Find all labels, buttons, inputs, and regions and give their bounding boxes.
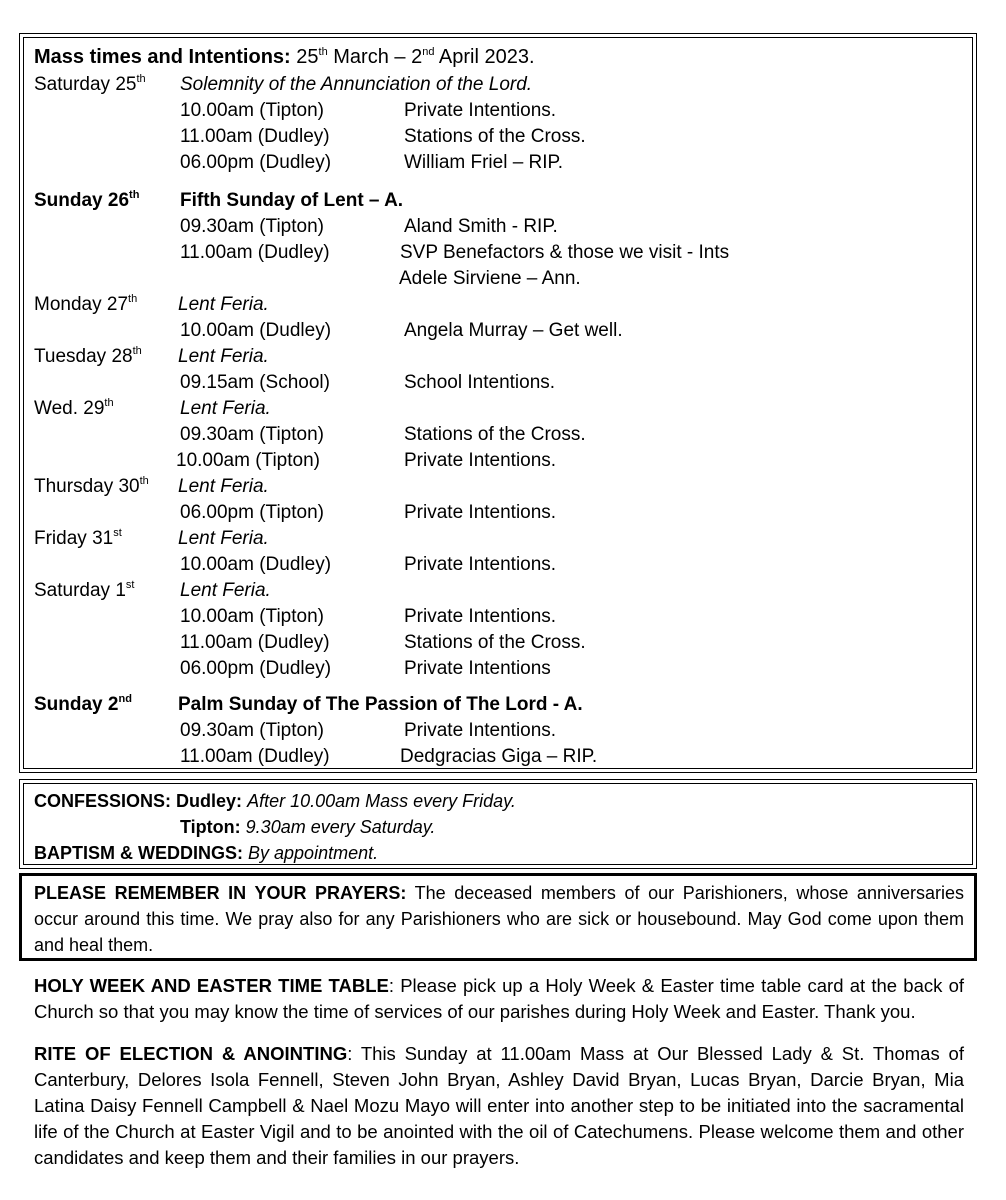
tipton-confession-time: 9.30am every Saturday.	[245, 817, 436, 837]
dudley-confession-time: After 10.00am Mass every Friday.	[247, 791, 516, 811]
feast-title: Fifth Sunday of Lent – A.	[180, 190, 404, 211]
mass-intention: Private Intentions.	[404, 450, 557, 471]
feast-title: Palm Sunday of The Passion of The Lord - A.	[178, 694, 583, 715]
mass-time: 09.30am (Tipton)	[180, 424, 324, 445]
mass-time: 11.00am (Dudley)	[180, 746, 330, 767]
mass-date-start-suffix: th	[318, 46, 328, 58]
holy-week-text: : Please pick up a Holy Week & Easter time table card at the back of Church so that you may know the time of services of our parishes during Holy Week and Easter. Thank you.	[34, 975, 965, 1022]
mass-intention: Dedgracias Giga – RIP.	[400, 746, 598, 767]
day-label: Sunday 26th	[34, 189, 140, 211]
mass-time: 10.00am (Tipton)	[180, 606, 324, 627]
mass-intention: Aland Smith - RIP.	[404, 216, 558, 237]
day-label: Saturday 1st	[34, 579, 135, 601]
mass-date-end: April 2023.	[434, 46, 535, 68]
mass-heading	[34, 46, 535, 68]
feast-title: Lent Feria.	[180, 398, 271, 419]
mass-time: 11.00am (Dudley)	[180, 126, 330, 147]
tipton-label: Tipton:	[180, 817, 241, 837]
mass-heading-label: Mass times and Intentions:	[34, 46, 291, 68]
baptism-label: BAPTISM & WEDDINGS:	[34, 843, 243, 863]
mass-time: 09.30am (Tipton)	[180, 216, 324, 237]
day-label: Saturday 25th	[34, 73, 146, 95]
mass-time: 06.00pm (Tipton)	[180, 502, 324, 523]
mass-intention: Private Intentions.	[404, 100, 557, 121]
mass-time: 09.15am (School)	[180, 372, 330, 393]
mass-intention: Private Intentions	[404, 658, 551, 679]
tipton-confessions-line	[180, 816, 435, 838]
feast-title: Lent Feria.	[180, 580, 271, 601]
mass-time: 09.30am (Tipton)	[180, 720, 324, 741]
confessions-line	[34, 790, 516, 812]
day-label: Sunday 2nd	[34, 693, 132, 715]
mass-date-mid: March – 2	[327, 46, 423, 68]
mass-intention: Adele Sirviene – Ann.	[399, 268, 581, 289]
mass-time: 11.00am (Dudley)	[180, 632, 330, 653]
day-label: Friday 31st	[34, 527, 122, 549]
mass-intention: Private Intentions.	[404, 502, 557, 523]
mass-intention: Stations of the Cross.	[404, 126, 586, 147]
rite-paragraph	[34, 1041, 964, 1171]
mass-time: 10.00am (Tipton)	[180, 100, 324, 121]
mass-intention: SVP Benefactors & those we visit - Ints	[400, 242, 730, 263]
feast-title: Lent Feria.	[178, 294, 269, 315]
mass-time: 10.00am (Dudley)	[180, 320, 332, 341]
confessions-label: CONFESSIONS:	[34, 791, 172, 811]
mass-intention: Private Intentions.	[404, 720, 557, 741]
mass-date-start: 25	[296, 46, 319, 68]
mass-intention: William Friel – RIP.	[404, 152, 564, 173]
prayers-text: The deceased members of our Parishioners, whose anniversaries occur around this time. We pray also for any Parishioners who are sick or housebound. May God come upon them and heal them.	[34, 883, 964, 955]
rite-label: RITE OF ELECTION & ANOINTING	[34, 1043, 348, 1064]
mass-time: 10.00am (Tipton)	[176, 450, 320, 471]
baptism-text: By appointment.	[248, 843, 379, 863]
mass-intention: Private Intentions.	[404, 606, 557, 627]
mass-time: 06.00pm (Dudley)	[180, 658, 332, 679]
holy-week-paragraph	[34, 973, 964, 1025]
day-label: Thursday 30th	[34, 475, 149, 497]
dudley-label: Dudley:	[176, 791, 243, 811]
mass-intention: Stations of the Cross.	[404, 424, 586, 445]
feast-title: Lent Feria.	[178, 346, 269, 367]
mass-intention: Angela Murray – Get well.	[404, 320, 623, 341]
mass-time: 11.00am (Dudley)	[180, 242, 330, 263]
prayers-paragraph	[34, 880, 964, 958]
baptism-line	[34, 842, 378, 864]
day-label: Wed. 29th	[34, 397, 114, 419]
rite-text: : This Sunday at 11.00am Mass at Our Blessed Lady & St. Thomas of Canterbury, Delores Isola Fennell, Steven John Bryan, Ashley David Bryan, Lucas Bryan, Darcie Bryan, Mia Latina Daisy Fennell Campbell & Nael Mozu Mayo will enter into another step to be initiated into the sacramental life of the Church at Easter Vigil and to be anointed with the oil of Catechumens. Please welcome them and other candidates and keep them and their families in our prayers.	[34, 1043, 964, 1168]
feast-title: Lent Feria.	[178, 476, 269, 497]
mass-intention: Stations of the Cross.	[404, 632, 586, 653]
holy-week-label: HOLY WEEK AND EASTER TIME TABLE	[34, 975, 389, 996]
mass-time: 06.00pm (Dudley)	[180, 152, 332, 173]
day-label: Monday 27th	[34, 293, 138, 315]
mass-date-end-suffix: nd	[422, 46, 435, 58]
feast-title: Solemnity of the Annunciation of the Lord.	[180, 74, 533, 95]
mass-intention: School Intentions.	[404, 372, 556, 393]
feast-title: Lent Feria.	[178, 528, 269, 549]
mass-time: 10.00am (Dudley)	[180, 554, 332, 575]
day-label: Tuesday 28th	[34, 345, 142, 367]
mass-intention: Private Intentions.	[404, 554, 557, 575]
prayers-label: PLEASE REMEMBER IN YOUR PRAYERS:	[34, 883, 407, 903]
